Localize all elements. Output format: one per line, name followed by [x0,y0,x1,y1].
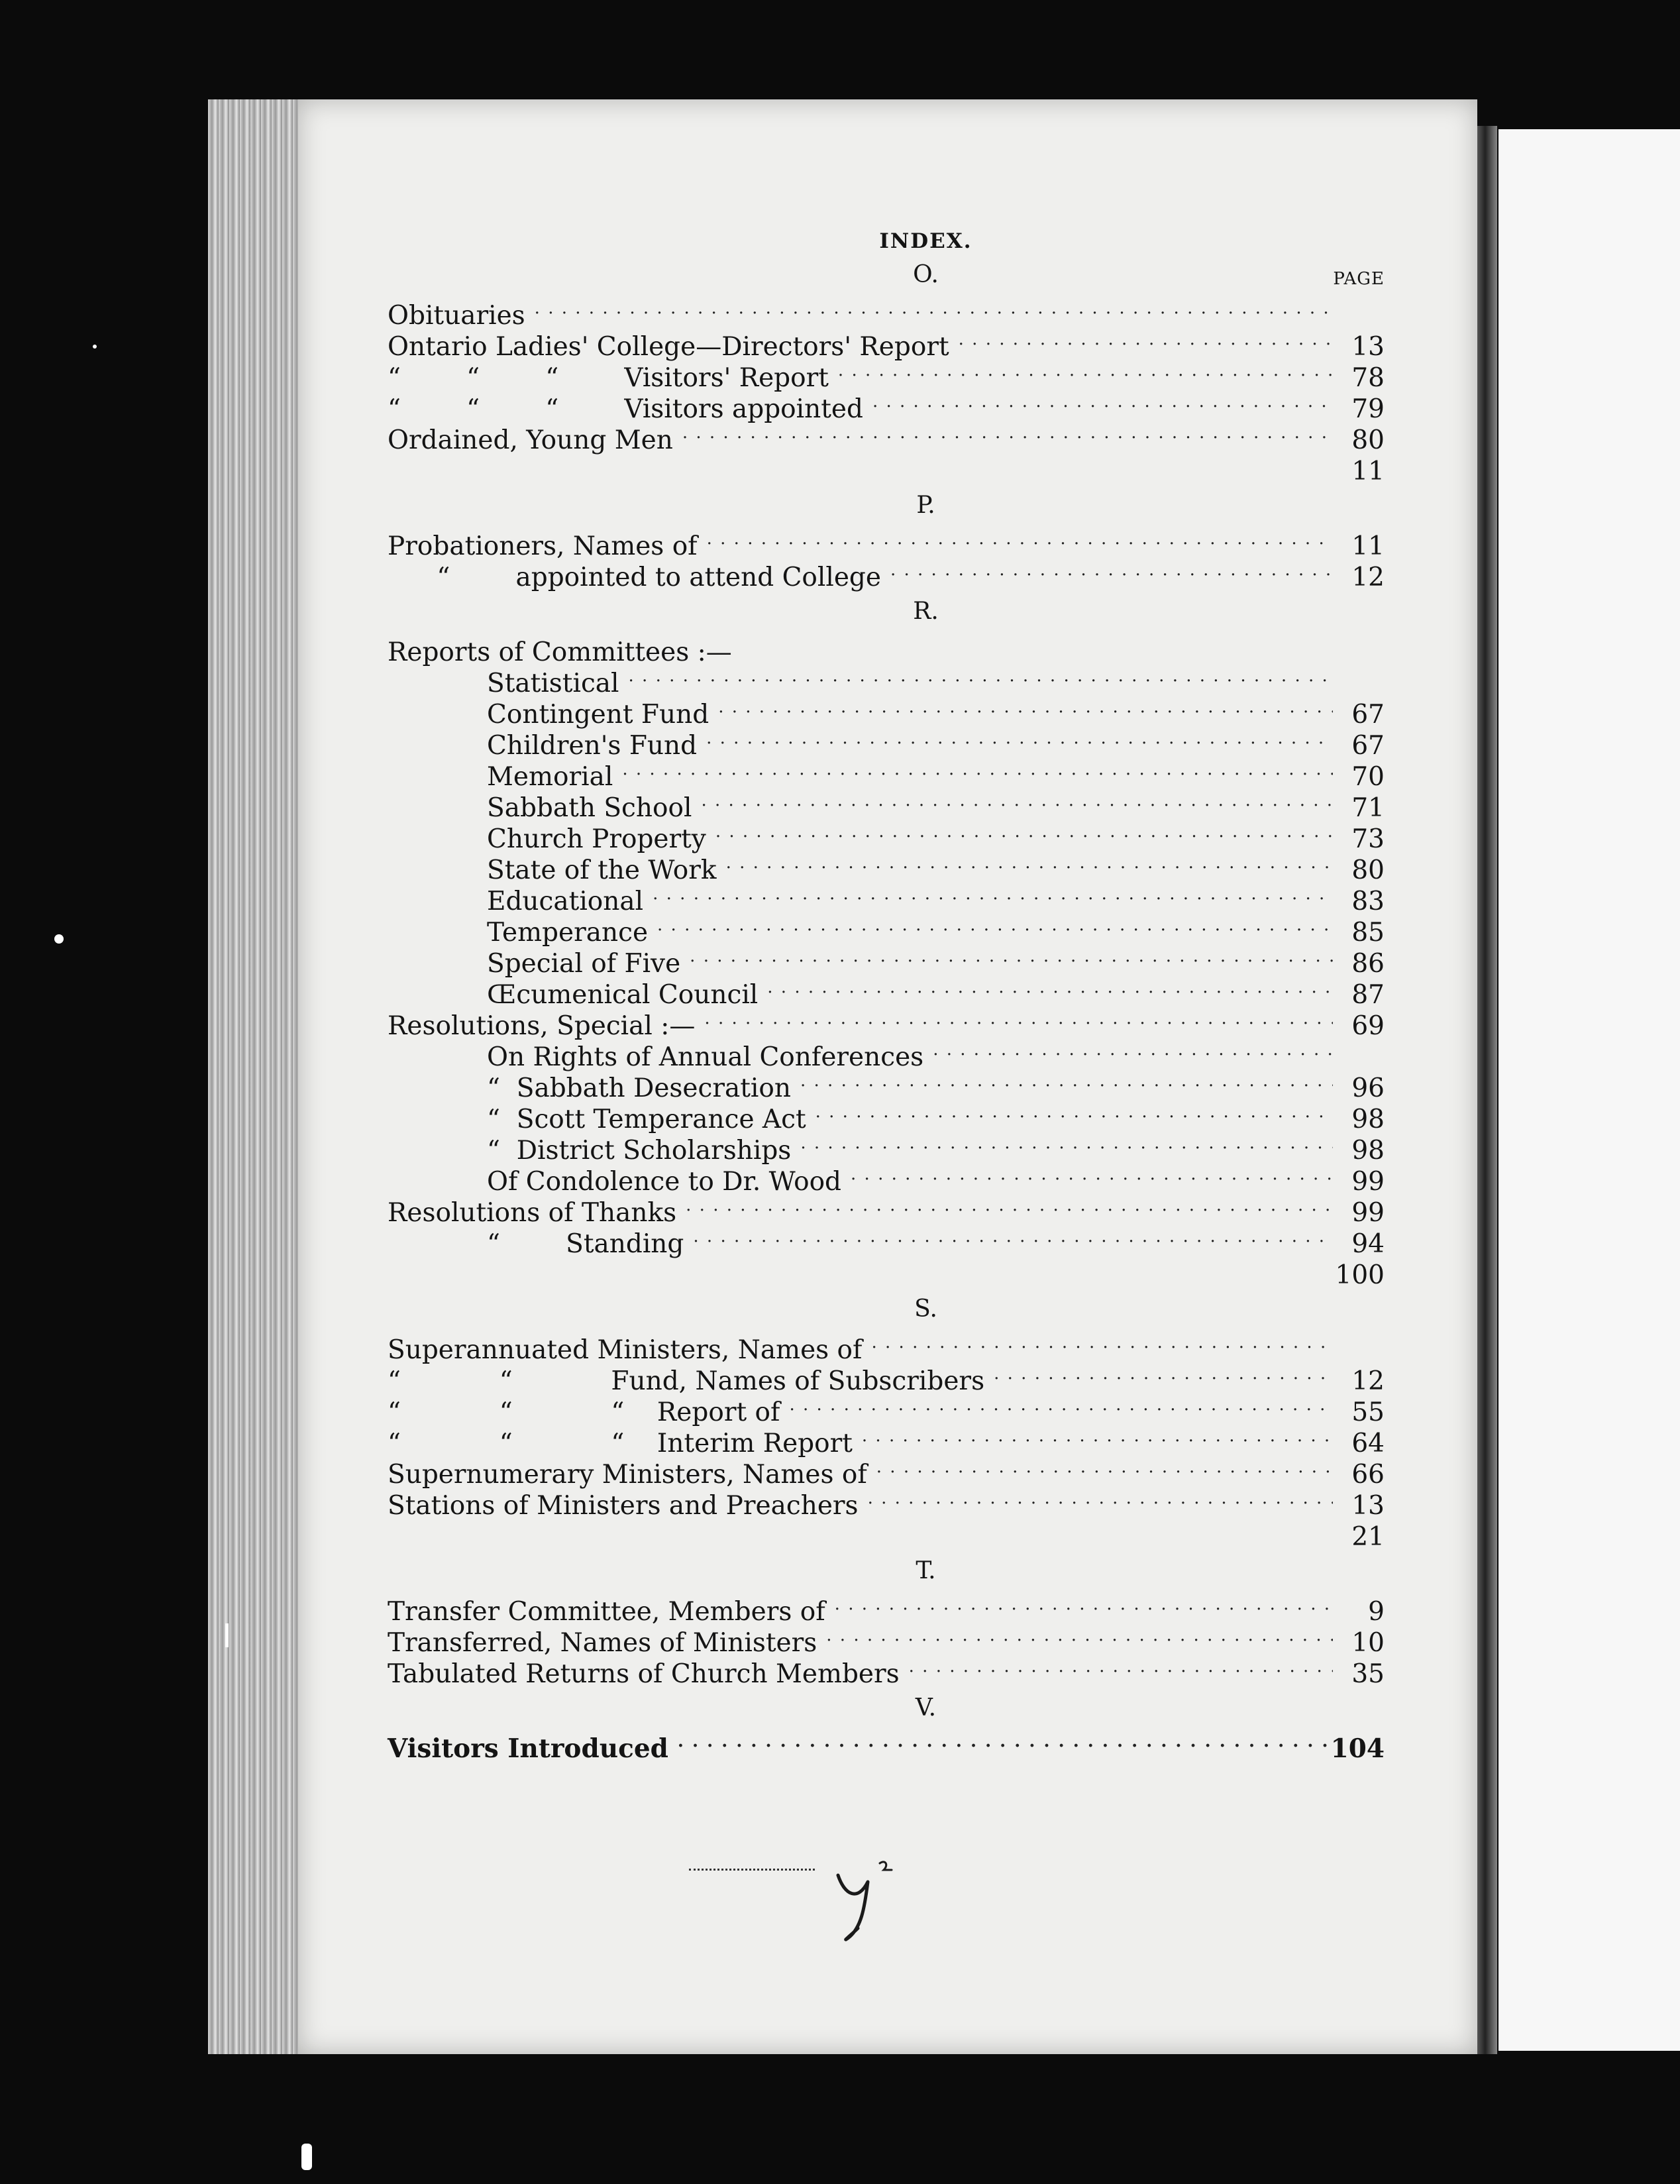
entry-label: Memorial [487,762,613,792]
dot-leader [701,785,1333,816]
index-content [388,225,1385,1764]
entry-page-number: 71 [1351,793,1385,823]
dot-leader [890,555,1333,586]
entry-label: Superannuated Ministers, Names of [388,1335,863,1365]
dot-leader [868,1483,1333,1514]
dot-leader [653,879,1333,910]
entry-page-number: 73 [1351,824,1385,854]
ink-dashes [689,1869,815,1871]
entry-label: Temperance [487,918,649,948]
dot-leader [678,1726,1331,1757]
entry-label: Educational [487,887,644,916]
dot-leader [535,293,1333,324]
section-letter: R. [913,598,939,625]
entry-label: Ontario Ladies' College—Directors' Report [388,332,949,362]
index-entry [388,324,1385,362]
entry-page-number: 67 [1351,700,1385,730]
section-letter: V. [915,1694,937,1721]
entry-label: Special of Five [487,949,681,979]
entry-page-number: 11 [1351,457,1385,486]
entry-label: “ appointed to attend College [388,563,881,592]
page-edges [208,99,301,2054]
dot-leader [693,1221,1333,1252]
entry-page-number: 86 [1351,949,1385,979]
dot-leader [789,1390,1333,1421]
entry-label: Transfer Committee, Members of [388,1597,825,1627]
dot-leader [862,1421,1333,1452]
entry-page-number: 99 [1351,1167,1385,1197]
entry-label: “ “ “ Report of [388,1397,780,1427]
entry-label: Children's Fund [487,731,698,761]
edge-mark [225,1623,248,1647]
entry-label: “ District Scholarships [487,1136,792,1166]
dot-leader [715,816,1333,847]
entry-label: Visitors Introduced [388,1733,668,1764]
entry-label: “ “ “ Interim Report [388,1429,853,1458]
dot-leader [682,417,1333,449]
dot-leader [690,941,1333,972]
entry-page-number: 80 [1351,855,1385,885]
index-section [388,1553,1385,1689]
section-letter: T. [916,1557,936,1584]
entry-label: “ “ “ Visitors' Report [388,363,829,393]
dot-leader [838,355,1333,386]
dot-leader [851,1159,1333,1190]
dot-leader [657,910,1333,941]
dot-leader [872,386,1333,417]
entry-label: Obituaries [388,301,525,331]
entry-page-number: 94 [1351,1229,1385,1259]
entry-page-number: 11 [1351,531,1385,561]
entry-page-number: 12 [1351,1366,1385,1396]
entry-page-number: 66 [1351,1460,1385,1490]
entry-page-number: 99 [1351,1198,1385,1228]
index-section [388,1291,1385,1552]
entry-page-number: 96 [1351,1073,1385,1103]
facing-page [1498,129,1680,2051]
dot-leader [994,1358,1333,1390]
handwritten-mark [828,1855,908,1948]
entry-label: Probationers, Names of [388,531,698,561]
entry-label: On Rights of Annual Conferences [487,1042,924,1072]
entry-page-number: 55 [1351,1397,1385,1427]
entry-page-number: 69 [1351,1011,1385,1041]
index-section [388,257,1385,486]
entry-label: “ “ “ Visitors appointed [388,394,863,424]
dot-leader [876,1452,1333,1483]
entry-label: Œcumenical Council [487,980,759,1010]
entry-page-number: 13 [1351,332,1385,362]
entry-page-number: 9 [1368,1597,1385,1627]
entry-label: “ Standing [487,1229,684,1259]
entry-page-number: 78 [1351,363,1385,393]
index-section [388,1690,1385,1764]
dot-leader [959,324,1333,355]
entry-label: State of the Work [487,855,717,885]
entry-page-number: 85 [1351,918,1385,948]
dot-leader [707,523,1333,555]
entry-page-number: 98 [1351,1136,1385,1166]
dot-leader [622,754,1333,785]
entry-label: Stations of Ministers and Preachers [388,1491,859,1521]
entry-page-number: 87 [1351,980,1385,1010]
dot-leader [686,1190,1333,1221]
entry-page-number: 64 [1351,1429,1385,1458]
entry-page-number: 13 [1351,1491,1385,1521]
index-section [388,488,1385,592]
entry-label: Sabbath School [487,793,692,823]
index-section [388,594,1385,1290]
entry-label: “ “ Fund, Names of Subscribers [388,1366,985,1396]
dot-leader [726,847,1333,879]
dot-leader [741,629,1333,661]
dot-leader [835,1589,1333,1620]
index-sections [388,257,1385,1764]
page-column-heading: PAGE [1333,269,1385,289]
dot-leader [704,1003,1333,1034]
dot-leader [933,1034,1333,1065]
dot-leader [826,1620,1333,1651]
entry-label: Reports of Committees :— [388,637,732,667]
entry-page-number: 80 [1351,425,1385,455]
entry-page-number: 35 [1351,1659,1385,1689]
entry-page-number: 104 [1330,1733,1385,1764]
index-entry [388,293,1385,331]
dot-leader [800,1065,1333,1097]
film-speck [301,2144,312,2170]
entry-label: Contingent Fund [487,700,709,730]
entry-label: Resolutions of Thanks [388,1198,677,1228]
entry-page-number: 12 [1351,563,1385,592]
section-letter: P. [916,492,935,519]
dot-leader [909,1651,1333,1682]
dot-leader [815,1097,1333,1128]
entry-label: “ Scott Temperance Act [487,1105,806,1134]
entry-label: Resolutions, Special :— [388,1011,696,1041]
entry-page-number: 10 [1351,1628,1385,1658]
index-entry [388,1327,1385,1365]
dot-leader [718,692,1333,723]
section-letter: S. [914,1295,937,1323]
entry-label: Ordained, Young Men [388,425,673,455]
index-entry [388,629,1385,667]
entry-label: Supernumerary Ministers, Names of [388,1460,867,1490]
entry-page-number: 83 [1351,887,1385,916]
entry-label: Statistical [487,669,619,698]
entry-page-number: 100 [1335,1260,1385,1290]
book-spine [1477,126,1497,2054]
film-speck [54,934,64,944]
entry-page-number: 67 [1351,731,1385,761]
dot-leader [706,723,1333,754]
entry-label: Of Condolence to Dr. Wood [487,1167,842,1197]
page-title: INDEX. [879,229,972,253]
index-entry [388,1589,1385,1627]
entry-label: Transferred, Names of Ministers [388,1628,817,1658]
index-entry [388,1726,1385,1764]
entry-page-number: 70 [1351,762,1385,792]
entry-page-number: 21 [1351,1522,1385,1552]
film-speck [93,345,97,349]
entry-label: Church Property [487,824,706,854]
dot-leader [871,1327,1333,1358]
index-entry [388,523,1385,561]
entry-label: Tabulated Returns of Church Members [388,1659,900,1689]
entry-page-number: 79 [1351,394,1385,424]
dot-leader [800,1128,1333,1159]
dot-leader [629,661,1333,692]
section-letter: O. [913,261,939,288]
entry-page-number: 98 [1351,1105,1385,1134]
dot-leader [767,972,1333,1003]
entry-label: “ Sabbath Desecration [487,1073,791,1103]
